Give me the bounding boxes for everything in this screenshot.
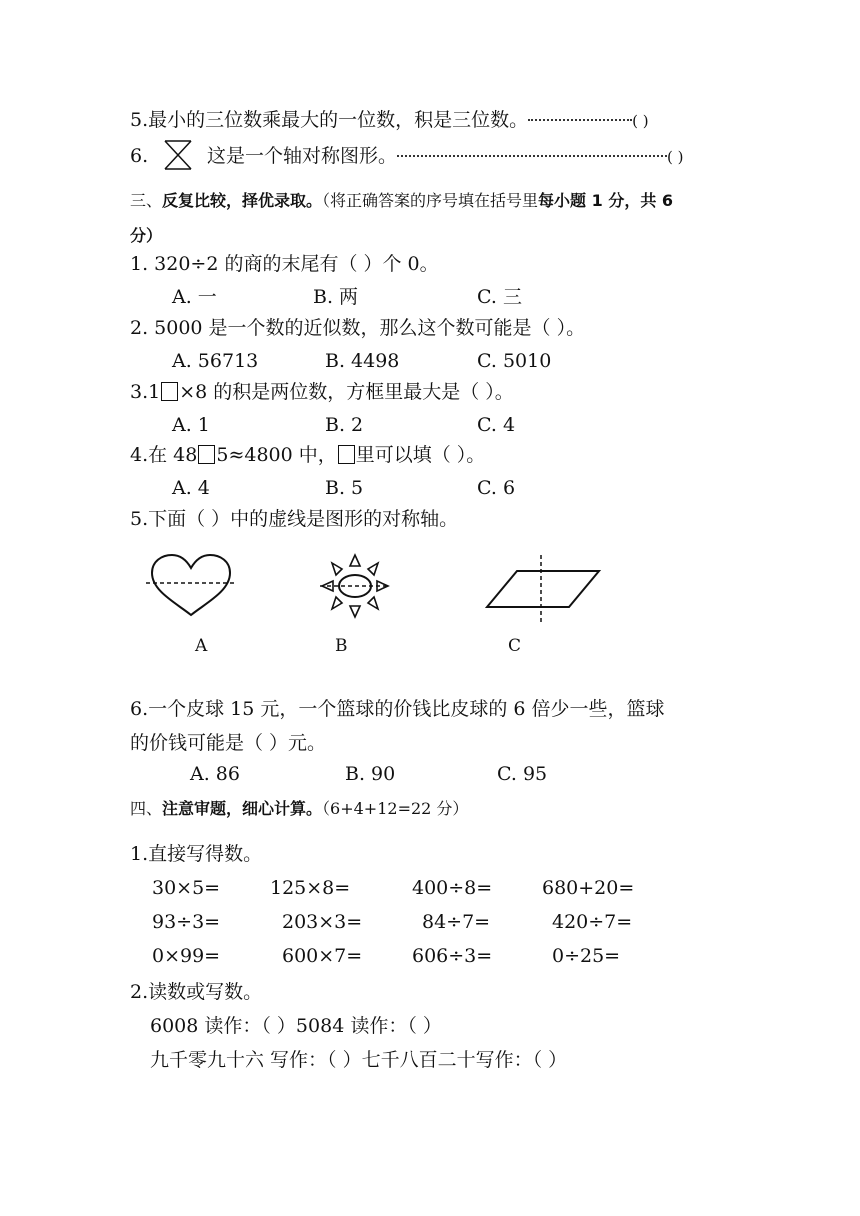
read-write-row-2: 九千零九十六 写作：（ ）七千八百二十写作：（ ） (150, 1049, 568, 1071)
s3-q6-line1: 6.一个皮球 15 元，一个篮球的价钱比皮球的 6 倍少一些，篮球 (130, 698, 665, 720)
calc-item: 0÷25= (552, 945, 621, 967)
s3-q1: 1. 320÷2 的商的末尾有（ ）个 0。 (130, 253, 439, 275)
s3-q2-option-a[interactable]: A. 56713 (172, 350, 259, 372)
calc-item: 203×3= (282, 911, 363, 933)
section4-number: 四、 (130, 799, 163, 818)
calc-item: 0×99= (152, 945, 221, 967)
dot-leader (397, 155, 667, 157)
s3-q4-prefix: 4.在 48 (130, 444, 198, 466)
s3-q3-suffix: ×8 的积是两位数，方框里最大是（ ）。 (179, 381, 514, 403)
s3-q1-option-a[interactable]: A. 一 (172, 286, 217, 308)
section3-title: 反复比较，择优录取。 (162, 191, 323, 210)
s3-q3 (130, 380, 514, 404)
s3-q3-option-c[interactable]: C. 4 (477, 414, 516, 436)
answer-bracket[interactable]: ( ) (667, 148, 684, 166)
judge-q6-number: 6. (130, 145, 149, 167)
s3-q4-suffix: 里可以填（ ）。 (355, 444, 486, 466)
s3-q6-option-c[interactable]: C. 95 (497, 763, 548, 785)
s3-q3-option-a[interactable]: A. 1 (172, 414, 210, 436)
s3-q1-option-c[interactable]: C. 三 (477, 286, 522, 308)
s3-q1-option-b[interactable]: B. 两 (313, 286, 359, 308)
calc-item: 600×7= (282, 945, 363, 967)
s3-q2: 2. 5000 是一个数的近似数，那么这个数可能是（ ）。 (130, 317, 586, 339)
calc-item: 125×8= (270, 877, 351, 899)
section3-heading-line2 (130, 225, 162, 247)
blank-box[interactable] (338, 445, 355, 464)
s3-q4-option-a[interactable]: A. 4 (172, 477, 210, 499)
s3-q3-prefix: 3.1 (130, 381, 161, 403)
section4-note: （6+4+12=22 分） (322, 799, 469, 818)
judge-q6-text: 这是一个轴对称图形。 (207, 145, 398, 167)
blank-box[interactable] (198, 445, 215, 464)
s3-q4-option-c[interactable]: C. 6 (477, 477, 516, 499)
calc-item: 93÷3= (152, 911, 221, 933)
calc-item: 420÷7= (552, 911, 633, 933)
read-write-row-1: 6008 读作：（ ）5084 读作：（ ） (150, 1015, 442, 1037)
s3-q4-middle: 5≈4800 中， (216, 444, 337, 466)
section3-number: 三、 (130, 191, 163, 210)
heart-figure-icon (146, 553, 236, 619)
section3-heading (130, 190, 673, 212)
section3-note: （将正确答案的序号填在括号里 (322, 191, 539, 210)
sun-figure-icon (320, 553, 390, 619)
s3-q2-option-b[interactable]: B. 4498 (325, 350, 400, 372)
s3-q6-line2: 的价钱可能是（ ）元。 (130, 732, 327, 754)
parallelogram-figure-icon (485, 553, 605, 625)
figure-caption-b: B (335, 636, 348, 656)
section3-score-end: 分） (130, 226, 163, 245)
calc-item: 400÷8= (412, 877, 493, 899)
blank-box[interactable] (161, 382, 178, 401)
section3-score: 每小题 1 分，共 6 (538, 191, 674, 210)
s3-q2-option-c[interactable]: C. 5010 (477, 350, 552, 372)
section4-title: 注意审题，细心计算。 (162, 799, 323, 818)
s3-q6-option-a[interactable]: A. 86 (190, 763, 240, 785)
dot-leader (528, 119, 632, 121)
calc-item: 30×5= (152, 877, 221, 899)
figure-caption-c: C (508, 636, 522, 656)
calc-item: 606÷3= (412, 945, 493, 967)
s3-q4-option-b[interactable]: B. 5 (325, 477, 364, 499)
s3-q4 (130, 443, 485, 467)
s3-q5: 5.下面（ ）中的虚线是图形的对称轴。 (130, 508, 459, 530)
s3-q3-option-b[interactable]: B. 2 (325, 414, 364, 436)
s4-sub2: 2.读数或写数。 (130, 981, 263, 1003)
calc-item: 680+20= (542, 877, 635, 899)
judge-q5-text: 5.最小的三位数乘最大的一位数，积是三位数。 (130, 109, 529, 131)
calc-item: 84÷7= (422, 911, 491, 933)
section4-heading (130, 798, 468, 820)
judge-q6 (130, 144, 148, 168)
s4-sub1: 1.直接写得数。 (130, 843, 263, 865)
answer-bracket[interactable]: ( ) (632, 112, 649, 130)
judge-q6-body (207, 144, 684, 169)
hourglass-figure-icon (163, 139, 193, 171)
judge-q5 (130, 108, 649, 133)
s3-q6-option-b[interactable]: B. 90 (345, 763, 396, 785)
figure-caption-a: A (195, 636, 208, 656)
